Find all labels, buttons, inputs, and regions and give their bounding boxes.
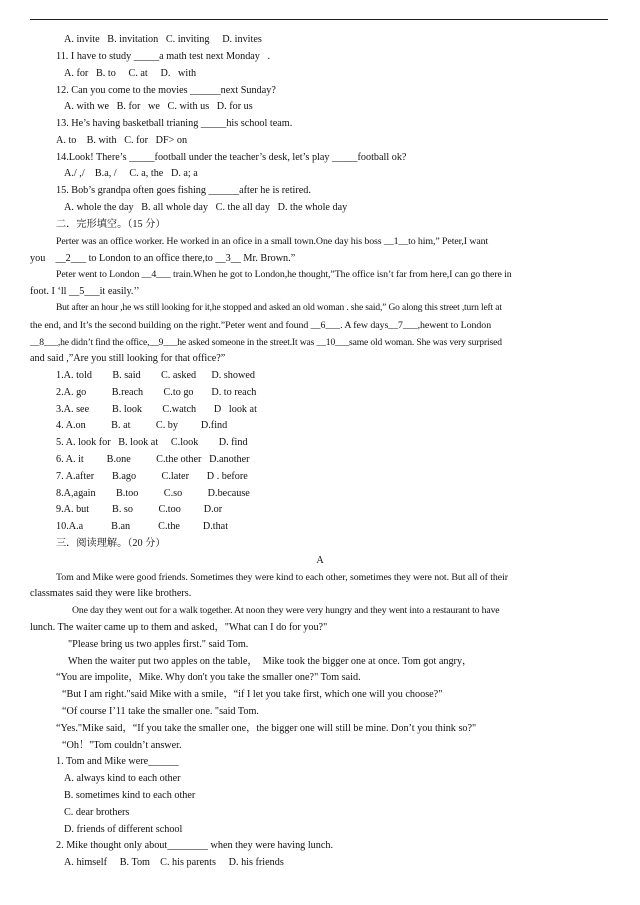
cloze-line: the end, and It’s the second building on the right.”Peter went and found __6___. A few days__7___,hewent to London — [30, 320, 492, 331]
story-line: “Oh！"Tom couldn’t answer. — [62, 740, 182, 751]
q10-options: A. invite B. invitation C. inviting D. invites — [64, 34, 262, 45]
q12-options: A. with we B. for we C. with us D. for us — [64, 101, 253, 112]
story-line: “You are impolite，Mike. Why don't you take the smaller one?" Tom said. — [56, 672, 361, 683]
cloze-option-row: 8.A,again B.too C.so D.because — [56, 488, 250, 499]
question-option: C. dear brothers — [64, 807, 130, 818]
cloze-option-row: 9.A. but B. so C.too D.or — [56, 504, 223, 515]
top-rule — [30, 19, 608, 20]
story-line: classmates said they were like brothers. — [30, 588, 192, 599]
cloze-line: __8___,he didn’t find the office,__9___he asked someone in the street.It was __10___same old woman. She was very surprised — [30, 337, 502, 348]
question-stem: 2. Mike thought only about________ when they were having lunch. — [56, 840, 333, 851]
section-heading-reading: 三．阅读理解。（20 分） — [56, 538, 166, 549]
section-heading-cloze: 二．完形填空。（15 分） — [56, 219, 166, 230]
story-line: “Yes."Mike said，“If you take the smaller one，the bigger one will still be mine. Don’t you think so?" — [56, 723, 477, 734]
cloze-line: foot. I ‘ll __5___it easily.’’ — [30, 286, 140, 297]
cloze-line: Perter was an office worker. He worked in an ofice in a small town.One day his boss __1__to him,” Peter,I want — [56, 236, 489, 247]
q15-options: A. whole the day B. all whole day C. the all day D. the whole day — [64, 202, 348, 213]
story-line: When the waiter put two apples on the table， Mike took the bigger one at once. Tom got angry， — [68, 656, 473, 667]
cloze-line: But after an hour ,he ws still looking for it,he stopped and asked an old woman . she said,” Go along this street ,turn left at — [56, 303, 502, 313]
question-option: A. always kind to each other — [64, 773, 181, 784]
q11-options: A. for B. to C. at D. with — [64, 68, 197, 79]
cloze-option-row: 1.A. told B. said C. asked D. showed — [56, 370, 255, 381]
q13-stem: 13. He’s having basketball trianing _____his school team. — [56, 118, 293, 129]
cloze-option-row: 7. A.after B.ago C.later D . before — [56, 471, 248, 482]
question-option: A. himself B. Tom C. his parents D. his friends — [64, 857, 284, 868]
q14-stem: 14.Look! There’s _____football under the teacher’s desk, let’s play _____football ok? — [56, 152, 407, 163]
q12-stem: 12. Can you come to the movies ______next Sunday? — [56, 85, 276, 96]
q13-options: A. to B. with C. for DF> on — [56, 135, 188, 146]
q14-options: A./ ,/ B.a, / C. a, the D. a; a — [64, 168, 198, 179]
cloze-option-row: 6. A. it B.one C.the other D.another — [56, 454, 250, 465]
story-line: Tom and Mike were good friends. Sometimes they were kind to each other, sometimes they were not. But all of their — [56, 572, 508, 583]
story-line: “Of course I’11 take the smaller one. "said Tom. — [62, 706, 259, 717]
cloze-option-row: 3.A. see B. look C.watch D look at — [56, 404, 257, 415]
question-stem: 1. Tom and Mike were______ — [56, 756, 179, 767]
cloze-line: Peter went to London __4___ train.When he got to London,he thought,”The office isn’t far from here,I can go there in — [56, 269, 512, 280]
story-line: "Please bring us two apples first." said Tom. — [68, 639, 249, 650]
story-line: “But I am right."said Mike with a smile，“if I let you take first, which one will you choose?" — [62, 689, 443, 700]
cloze-line: and said ,”Are you still looking for that office?” — [30, 353, 226, 364]
story-line: One day they went out for a walk together. At noon they were very hungry and they went into a restaurant to have — [72, 605, 500, 616]
cloze-option-row: 5. A. look for B. look at C.look D. find — [56, 437, 248, 448]
question-option: D. friends of different school — [64, 824, 183, 835]
story-line: lunch. The waiter came up to them and asked，"What can I do for you?" — [30, 622, 328, 633]
question-option: B. sometimes kind to each other — [64, 790, 196, 801]
cloze-option-row: 2.A. go B.reach C.to go D. to reach — [56, 387, 257, 398]
passage-label: A — [316, 555, 324, 566]
q15-stem: 15. Bob’s grandpa often goes fishing ______after he is retired. — [56, 185, 311, 196]
cloze-option-row: 10.A.a B.an C.the D.that — [56, 521, 229, 532]
q11-stem: 11. I have to study _____a math test next Monday . — [56, 51, 271, 62]
cloze-option-row: 4. A.on B. at C. by D.find — [56, 420, 228, 431]
cloze-line: you __2___ to London to an office there,to __3__ Mr. Brown.” — [30, 253, 296, 264]
